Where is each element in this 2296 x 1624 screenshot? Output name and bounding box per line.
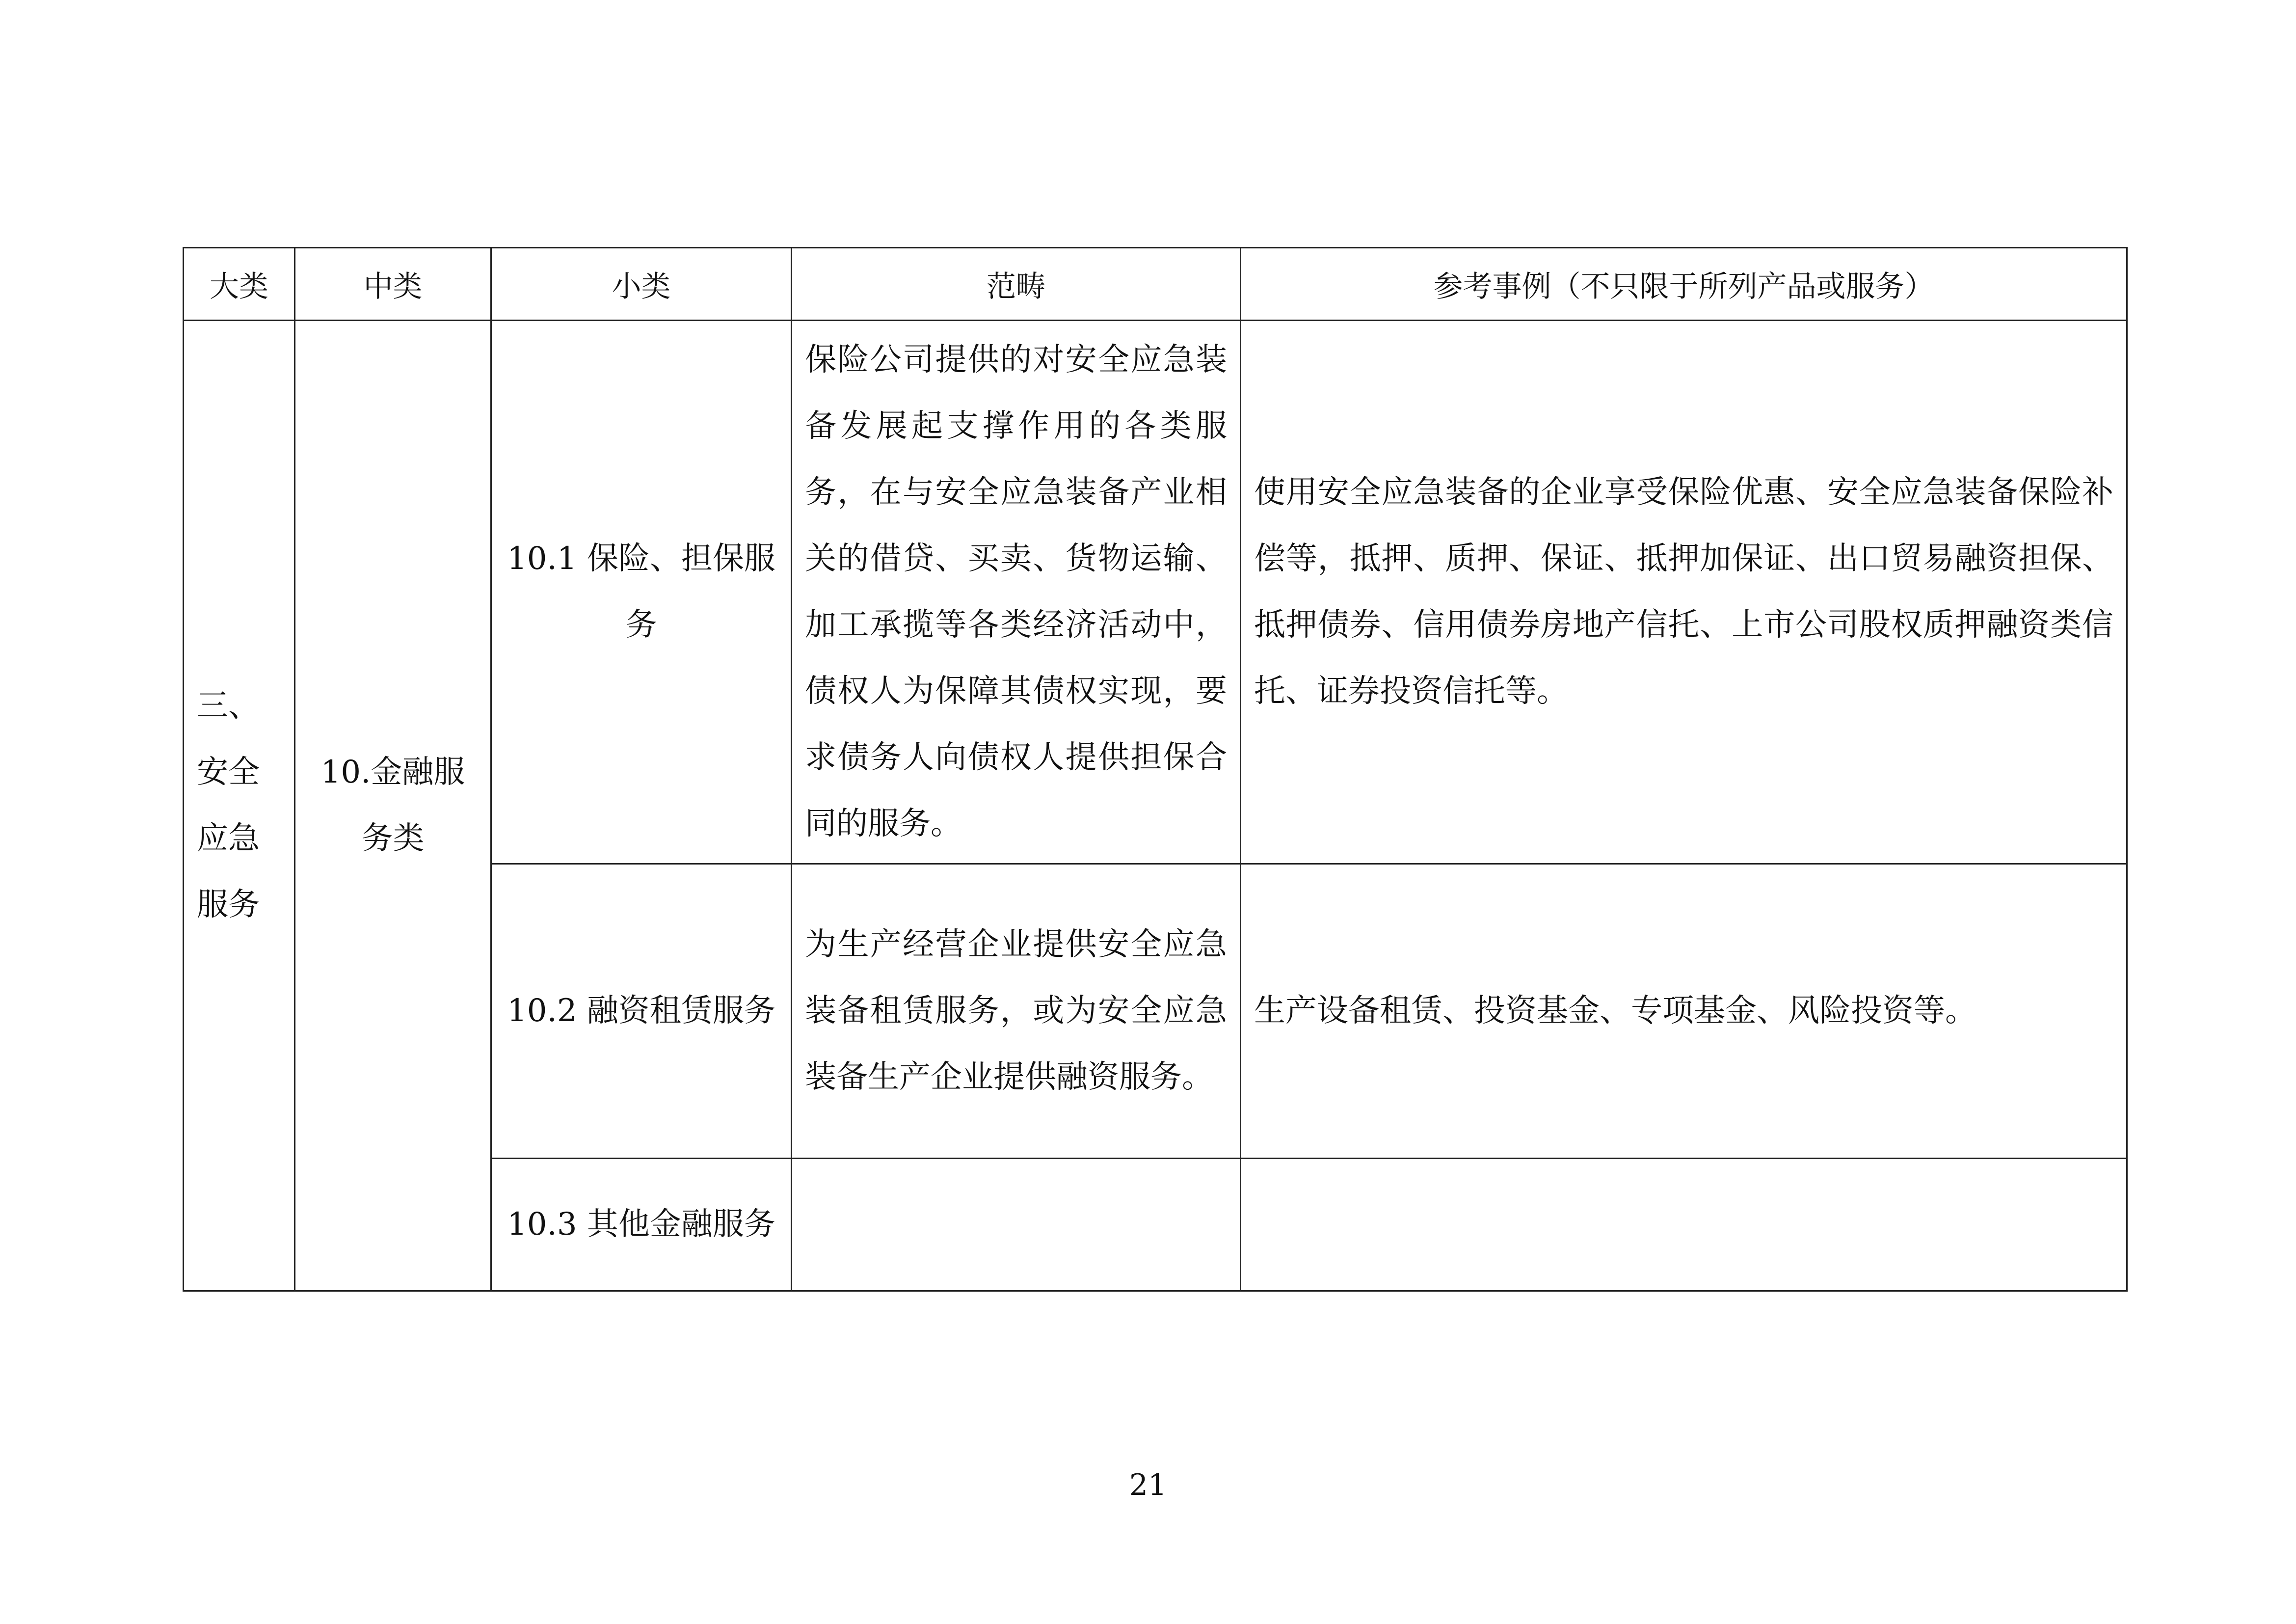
examples-cell: 使用安全应急装备的企业享受保险优惠、安全应急装备保险补偿等，抵押、质押、保证、抵押加保证、出口贸易融资担保、抵押债券、信用债券房地产信托、上市公司股权质押融资类信托、证券投资信托等。 bbox=[1241, 321, 2127, 864]
minor-category-cell: 10.1 保险、担保服务 bbox=[491, 321, 792, 864]
major-category-cell: 三、安全应急服务 bbox=[184, 321, 295, 1291]
scope-cell bbox=[792, 1159, 1241, 1291]
examples-cell: 生产设备租赁、投资基金、专项基金、风险投资等。 bbox=[1241, 864, 2127, 1159]
header-scope: 范畴 bbox=[792, 248, 1241, 321]
header-minor-category: 小类 bbox=[491, 248, 792, 321]
minor-category-cell: 10.2 融资租赁服务 bbox=[491, 864, 792, 1159]
category-table bbox=[183, 247, 2128, 1292]
header-examples: 参考事例（不只限于所列产品或服务） bbox=[1241, 248, 2127, 321]
middle-category-cell: 10.金融服务类 bbox=[295, 321, 491, 1291]
header-middle-category: 中类 bbox=[295, 248, 491, 321]
scope-cell: 保险公司提供的对安全应急装备发展起支撑作用的各类服务，在与安全应急装备产业相关的借贷、买卖、货物运输、加工承揽等各类经济活动中，债权人为保障其债权实现，要求债务人向债权人提供担保合同的服务。 bbox=[792, 321, 1241, 864]
examples-cell bbox=[1241, 1159, 2127, 1291]
table-header-row bbox=[184, 248, 2127, 321]
page-number: 21 bbox=[1129, 1468, 1167, 1502]
scope-cell: 为生产经营企业提供安全应急装备租赁服务，或为安全应急装备生产企业提供融资服务。 bbox=[792, 864, 1241, 1159]
header-major-category: 大类 bbox=[184, 248, 295, 321]
minor-category-cell: 10.3 其他金融服务 bbox=[491, 1159, 792, 1291]
table-row bbox=[184, 321, 2127, 864]
